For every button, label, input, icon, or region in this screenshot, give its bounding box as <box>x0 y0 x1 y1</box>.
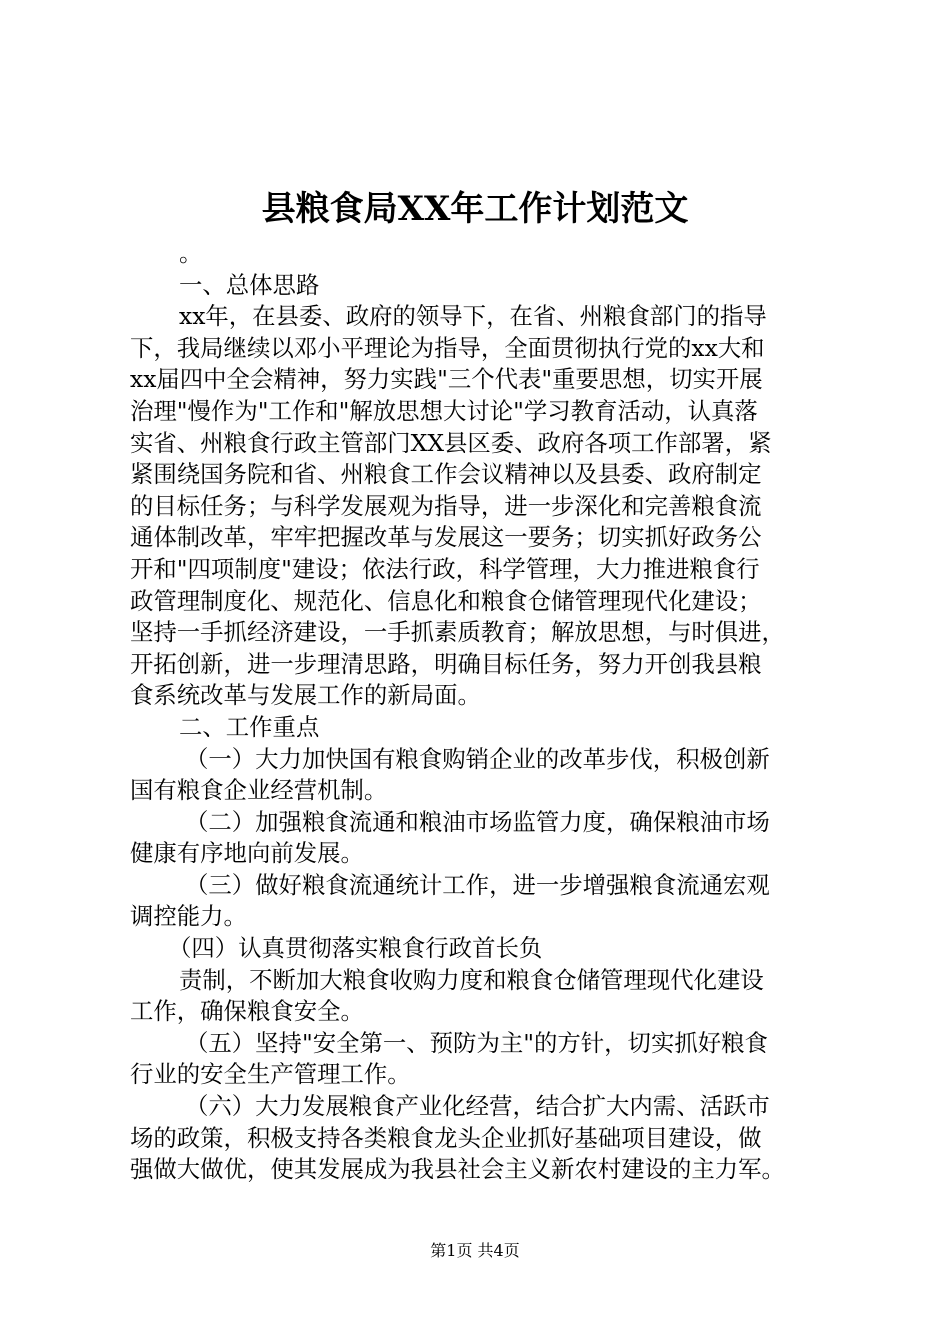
text-line: 的目标任务；与科学发展观为指导，进一步深化和完善粮食流 <box>130 491 762 520</box>
text-line: 国有粮食企业经营机制。 <box>130 776 388 805</box>
text-line: 食系统改革与发展工作的新局面。 <box>130 681 481 710</box>
page-indicator: 第1页 共4页 <box>430 1241 520 1260</box>
text-line: 责制，不断加大粮食收购力度和粮食仓储管理现代化建设 <box>179 965 764 994</box>
text-line: 行业的安全生产管理工作。 <box>130 1060 411 1089</box>
text-line: 健康有序地向前发展。 <box>130 839 364 868</box>
page-footer <box>0 1240 950 1262</box>
list-item: （一）大力加快国有粮食购销企业的改革步伐，积极创新 <box>185 744 770 773</box>
text-line: xx届四中全会精神，努力实践"三个代表"重要思想，切实开展 <box>130 365 763 394</box>
text-line: 开和"四项制度"建设；依法行政，科学管理，大力推进粮食行 <box>130 554 760 583</box>
document-body <box>130 238 835 1186</box>
list-item: （五）坚持"安全第一、预防为主"的方针，切实抓好粮食 <box>185 1028 768 1057</box>
text-line: 调控能力。 <box>130 902 247 931</box>
text-line: 。 <box>179 239 203 267</box>
list-item: （六）大力发展粮食产业化经营，结合扩大内需、活跃市 <box>185 1092 770 1121</box>
text-line: 紧围绕国务院和省、州粮食工作会议精神以及县委、政府制定 <box>130 460 762 489</box>
document-title: 县粮食局XX年工作计划范文 <box>261 189 689 229</box>
text-line: 通体制改革，牢牢把握改革与发展这一要务；切实抓好政务公 <box>130 523 762 552</box>
list-item: （三）做好粮食流通统计工作，进一步增强粮食流通宏观 <box>185 870 770 899</box>
text-line: 坚持一手抓经济建设，一手抓素质教育；解放思想，与时俱进， <box>130 618 785 647</box>
text-line: xx年，在县委、政府的领导下，在省、州粮食部门的指导 <box>179 302 767 331</box>
list-item: （二）加强粮食流通和粮油市场监管力度，确保粮油市场 <box>185 807 770 836</box>
text-line: 政管理制度化、规范化、信息化和粮食仓储管理现代化建设； <box>130 586 762 615</box>
text-line: 工作，确保粮食安全。 <box>130 997 364 1026</box>
section-heading: 二、工作重点 <box>179 712 320 741</box>
text-line: 下，我局继续以邓小平理论为指导，全面贯彻执行党的xx大和 <box>130 333 765 362</box>
text-line: 场的政策，积极支持各类粮食龙头企业抓好基础项目建设，做 <box>130 1123 762 1152</box>
text-line: 开拓创新，进一步理清思路，明确目标任务，努力开创我县粮 <box>130 649 762 678</box>
list-item: （四）认真贯彻落实粮食行政首长负 <box>168 934 543 963</box>
text-line: 强做大做优，使其发展成为我县社会主义新农村建设的主力军。 <box>130 1155 785 1184</box>
section-heading: 一、总体思路 <box>179 270 320 299</box>
text-line: 治理"慢作为"工作和"解放思想大讨论"学习教育活动，认真落 <box>130 396 758 425</box>
text-line: 实省、州粮食行政主管部门XX县区委、政府各项工作部署，紧 <box>130 428 772 457</box>
